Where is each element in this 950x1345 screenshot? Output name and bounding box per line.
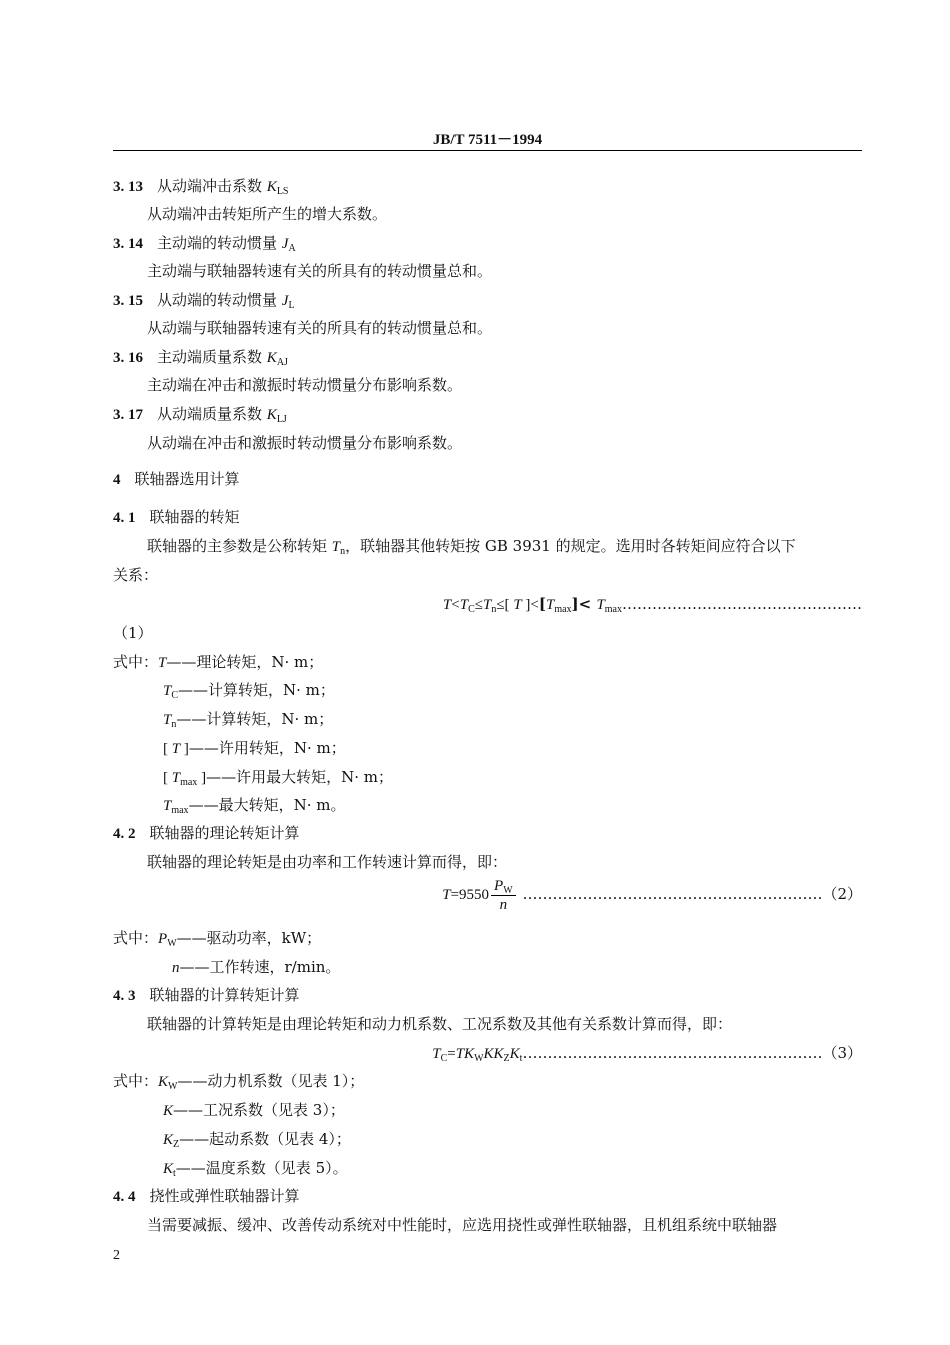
clause-title: 联轴器的计算转矩计算 [149, 986, 300, 1004]
clause-3-17-heading [113, 404, 862, 425]
definition-row [172, 957, 862, 978]
clause-number: 3. 13 [113, 179, 143, 195]
clause-title: 主动端的转动惯量 [157, 234, 278, 252]
where-label-1 [113, 652, 862, 673]
eq-symbol: TK [455, 1046, 475, 1062]
clause-4-2-paragraph: 联轴器的理论转矩是由功率和工作转速计算而得，即： [147, 853, 508, 871]
clause-3-14-text: 主动端与联轴器转速有关的所具有的转动惯量总和。 [147, 262, 493, 280]
clause-number: 4. 3 [113, 988, 136, 1004]
def-suffix: ] [197, 770, 207, 786]
def-text: ——许用转矩，N· m； [188, 739, 346, 757]
def-text: ——计算转矩，N· m； [176, 710, 334, 728]
equation-3 [113, 1043, 862, 1064]
def-prefix: [ [163, 741, 172, 757]
def-subscript: t [173, 1168, 176, 1179]
eq-symbol: T [545, 597, 555, 613]
def-symbol: n [172, 960, 180, 976]
clause-title: 挠性或弹性联轴器计算 [149, 1187, 300, 1205]
where-text: 式中： [113, 653, 159, 671]
eq-symbol: T [596, 597, 605, 613]
eq-bracket: [ [538, 595, 546, 613]
clause-number: 3. 16 [113, 350, 143, 366]
section-4-heading [113, 469, 862, 490]
def-symbol: P [158, 931, 168, 947]
def-subscript: W [168, 1081, 178, 1092]
clause-4-4-heading [113, 1186, 862, 1207]
clause-title: 从动端质量系数 [157, 405, 263, 423]
symbol-subscript: LS [276, 186, 289, 197]
clause-title: 从动端冲击系数 [157, 177, 263, 195]
definition-row [163, 767, 862, 788]
equation-1 [113, 594, 862, 615]
clause-4-3-paragraph: 联轴器的计算转矩是由理论转矩和动力机系数、工况系数及其他有关系数计算而得，即： [147, 1015, 733, 1033]
eq-subscript: W [474, 1053, 484, 1064]
def-text: ——计算转矩，N· m； [178, 681, 335, 699]
clause-4-1-heading [113, 507, 862, 528]
equation-number: （3） [822, 1044, 862, 1062]
symbol-subscript: L [288, 300, 295, 311]
equation-1-number: （1） [113, 624, 153, 642]
def-text: ——理论转矩，N· m； [166, 653, 324, 671]
eq-subscript: max [554, 604, 572, 615]
clause-3-17-text: 从动端在冲击和激振时转动惯量分布影响系数。 [147, 434, 463, 452]
eq-symbol: T [482, 597, 492, 613]
symbol: J [281, 236, 289, 252]
symbol-subscript: AJ [276, 357, 288, 368]
def-symbol: T [163, 683, 172, 699]
page-header: JB/T 7511－1994 [432, 132, 543, 148]
definition-row [163, 709, 862, 730]
symbol-subscript: A [288, 243, 296, 254]
section-title: 联轴器选用计算 [134, 470, 240, 488]
def-text: ——最大转矩，N· m。 [188, 796, 346, 814]
def-symbol: T [158, 655, 167, 671]
def-symbol: T [171, 741, 181, 757]
definition-row [163, 738, 862, 759]
clause-title: 从动端的转动惯量 [157, 291, 278, 309]
definition-row [163, 1158, 862, 1179]
clause-title: 联轴器的理论转矩计算 [149, 824, 300, 842]
clause-number: 4. 1 [113, 510, 136, 526]
eq-operator: ≤ [474, 597, 483, 613]
clause-4-4-paragraph: 当需要减振、缓冲、改善传动系统对中性能时，应选用挠性或弹性联轴器，且机组系统中联轴器 [147, 1216, 778, 1234]
eq-subscript: C [440, 1053, 448, 1064]
clause-number: 3. 15 [113, 293, 143, 309]
symbol-subscript: LJ [276, 414, 287, 425]
eq-subscript: W [503, 885, 513, 896]
fraction-numerator [491, 876, 516, 896]
definition-row [163, 680, 862, 701]
eq-operator: = [447, 1046, 456, 1062]
equation-number: （2） [822, 885, 862, 903]
clause-number: 3. 17 [113, 407, 143, 423]
eq-operator: ≤[ [496, 597, 514, 613]
def-text: ——工况系数（见表 3）； [173, 1101, 345, 1119]
eq-operator: < [451, 597, 460, 613]
where-text: 式中： [113, 929, 159, 947]
where-label-3 [113, 1071, 862, 1092]
where-text: 式中： [113, 1072, 159, 1090]
clause-number: 3. 14 [113, 236, 143, 252]
page-number: 2 [113, 1248, 120, 1263]
fraction-denominator: n [499, 897, 508, 913]
definition-row [163, 795, 862, 816]
symbol: K [266, 179, 277, 195]
clause-4-2-heading [113, 823, 862, 844]
def-symbol: K [158, 1074, 169, 1090]
leader-dots: …………………………………………………… [522, 1044, 823, 1062]
eq-operator: ]< [571, 595, 597, 613]
eq-subscript: Z [503, 1053, 510, 1064]
def-subscript: max [171, 805, 189, 816]
header-rule [113, 150, 862, 151]
def-subscript: max [180, 777, 198, 788]
eq-operator: =9550 [450, 887, 490, 903]
eq-operator: ]< [521, 597, 539, 613]
def-symbol: K [163, 1161, 174, 1177]
clause-3-13-heading [113, 176, 862, 197]
eq-symbol: T [513, 597, 522, 613]
clause-3-14-heading [113, 233, 862, 254]
eq-subscript: n [491, 604, 497, 615]
where-label-2 [113, 928, 862, 949]
clause-title: 主动端质量系数 [157, 348, 263, 366]
def-prefix: [ [163, 770, 172, 786]
def-subscript: W [167, 938, 177, 949]
text-run: 联轴器的主参数是公称转矩 [147, 537, 332, 555]
def-subscript: C [171, 690, 179, 701]
eq-fraction [491, 876, 516, 914]
def-suffix: ] [180, 741, 189, 757]
clause-3-15-text: 从动端与联轴器转速有关的所具有的转动惯量总和。 [147, 319, 493, 337]
symbol: K [266, 407, 277, 423]
clause-3-13-text: 从动端冲击转矩所产生的增大系数。 [147, 205, 388, 223]
definition-row [163, 1129, 862, 1150]
clause-number: 4. 4 [113, 1189, 136, 1205]
clause-3-16-heading [113, 347, 862, 368]
eq-symbol: T [432, 1046, 441, 1062]
eq-subscript: t [519, 1053, 523, 1064]
leader-dots: …………………………………………………… [522, 885, 823, 903]
leader-dots: ………………………………………… [622, 595, 862, 613]
eq-symbol: T [442, 597, 452, 613]
clause-4-1-paragraph [147, 536, 862, 557]
def-text: ——许用最大转矩，N· m； [206, 768, 393, 786]
def-symbol: K [163, 1132, 174, 1148]
eq-symbol: T [459, 597, 469, 613]
eq-symbol: T [442, 887, 451, 903]
clause-number: 4. 2 [113, 826, 136, 842]
symbol: T [331, 539, 341, 555]
def-subscript: n [171, 719, 177, 730]
text-run: ，联轴器其他转矩按 GB 3931 的规定。选用时各转矩间应符合以下 [345, 537, 796, 555]
def-subscript: Z [173, 1139, 180, 1150]
eq-subscript: max [604, 604, 622, 615]
eq-subscript: C [468, 604, 475, 615]
section-number: 4 [113, 472, 121, 488]
symbol-subscript: n [340, 546, 346, 557]
symbol: J [281, 293, 289, 309]
eq-symbol: KK [483, 1046, 504, 1062]
def-text: ——起动系数（见表 4）； [179, 1130, 351, 1148]
def-text: ——温度系数（见表 5）。 [175, 1159, 348, 1177]
clause-4-1-paragraph-cont: 关系： [113, 566, 159, 584]
def-symbol: T [163, 798, 172, 814]
clause-title: 联轴器的转矩 [149, 508, 240, 526]
def-symbol: T [171, 770, 181, 786]
def-text: ——动力机系数（见表 1）； [177, 1072, 365, 1090]
clause-3-15-heading [113, 290, 862, 311]
symbol: K [266, 350, 277, 366]
definition-row [163, 1100, 862, 1121]
clause-4-3-heading [113, 985, 862, 1006]
def-symbol: K [163, 1103, 174, 1119]
def-text: ——驱动功率，kW； [176, 929, 322, 947]
eq-symbol: P [494, 878, 504, 894]
def-symbol: T [163, 712, 172, 728]
equation-2 [113, 874, 862, 915]
eq-symbol: K [509, 1046, 520, 1062]
def-text: ——工作转速，r/min。 [179, 958, 341, 976]
clause-3-16-text: 主动端在冲击和激振时转动惯量分布影响系数。 [147, 376, 463, 394]
